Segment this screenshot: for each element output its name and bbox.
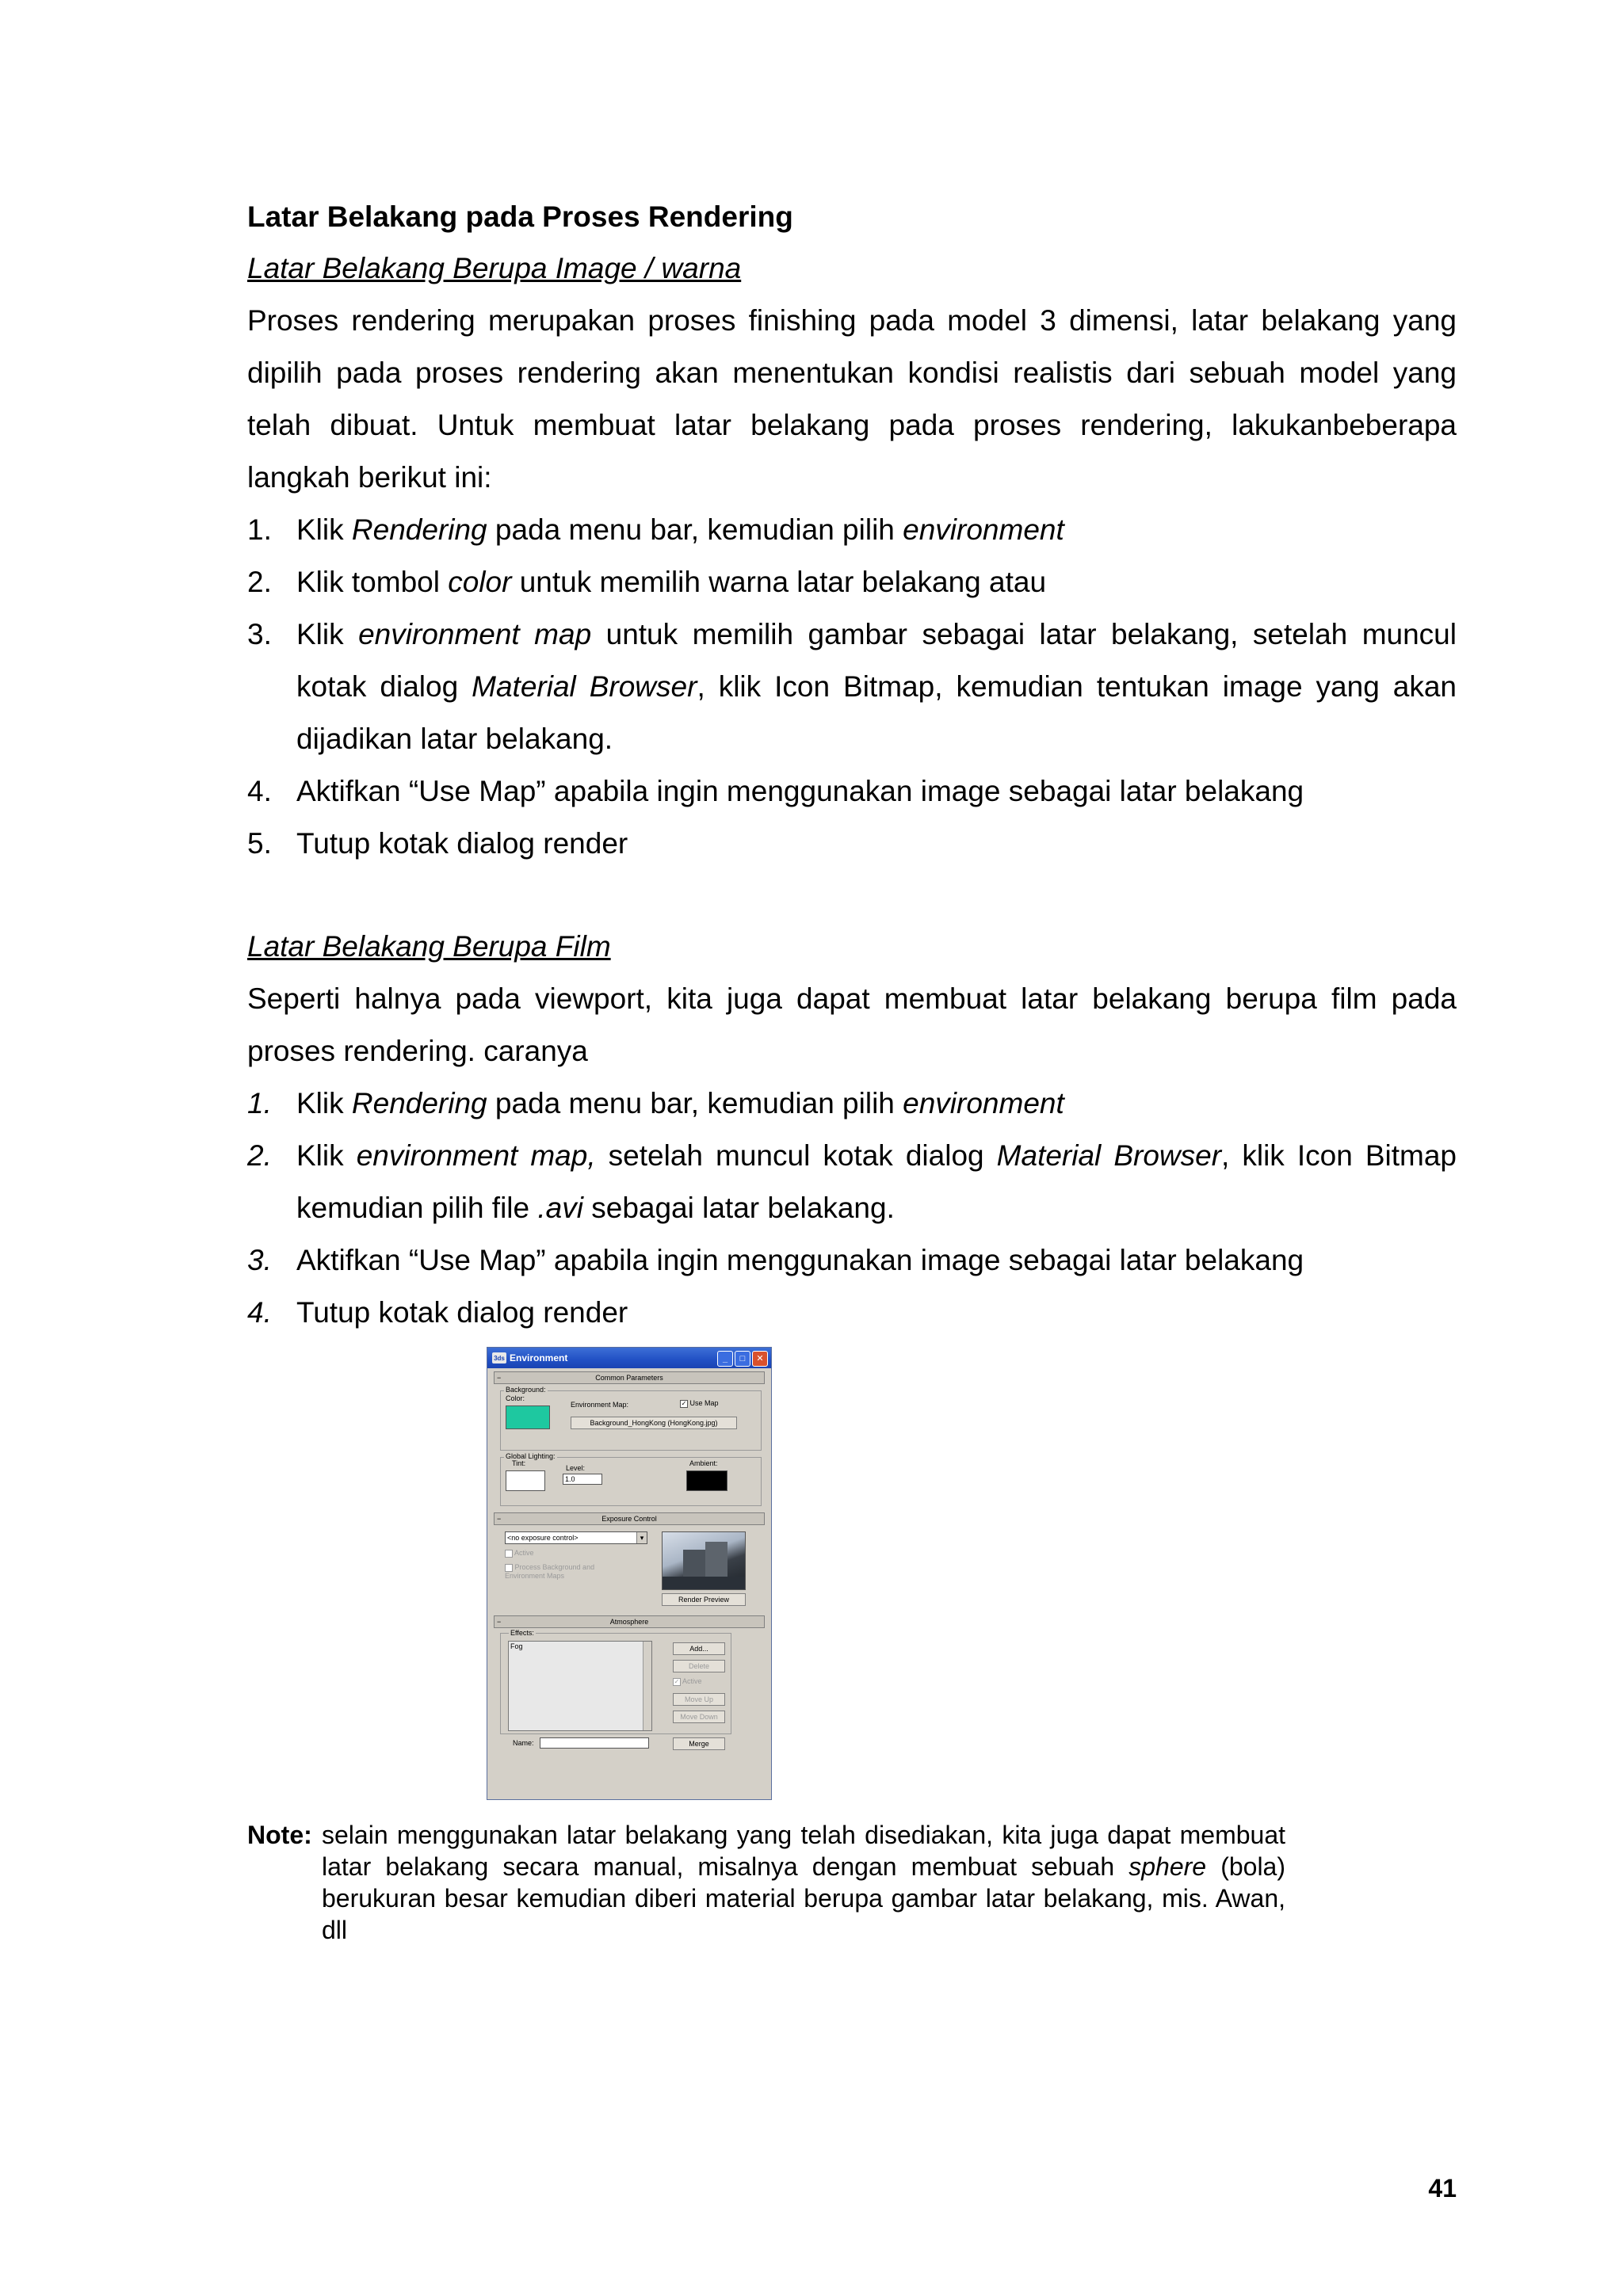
steps-list-image: [247, 504, 1457, 870]
close-icon[interactable]: ✕: [752, 1351, 768, 1367]
section-heading-film: Latar Belakang Berupa Film: [247, 930, 611, 963]
collapse-icon: −: [497, 1515, 502, 1523]
list-item: 2. Klik tombol color untuk memilih warna latar belakang atau: [247, 566, 1047, 598]
list-item: 3. Klik environment map untuk memilih gambar sebagai latar belakang, setelah muncul kotak dialog Material Browser, klik Icon Bitmap, kemudian tentukan image yang akan dijadikan latar belakang.: [247, 618, 1457, 755]
rollout-exposure-control[interactable]: − Exposure Control: [494, 1512, 765, 1525]
render-preview-image: [662, 1531, 746, 1590]
process-background-checkbox[interactable]: [505, 1564, 513, 1572]
list-item[interactable]: Fog: [510, 1642, 523, 1650]
effects-list[interactable]: [508, 1641, 652, 1731]
move-down-button[interactable]: Move Down: [673, 1711, 725, 1723]
chevron-down-icon: ▾: [636, 1532, 647, 1543]
app-icon: 3ds: [492, 1352, 506, 1363]
ambient-color-swatch[interactable]: [686, 1470, 727, 1491]
merge-button[interactable]: Merge: [673, 1737, 725, 1750]
list-item: 1. Klik Rendering pada menu bar, kemudian pilih environment: [247, 513, 1064, 546]
global-lighting-group: Global Lighting: Tint: Level: 1.0 Ambient:: [500, 1457, 762, 1506]
environment-map-button[interactable]: Background_HongKong (HongKong.jpg): [571, 1417, 737, 1429]
list-item: 1. Klik Rendering pada menu bar, kemudian pilih environment: [247, 1087, 1064, 1119]
collapse-icon: −: [497, 1374, 502, 1382]
atmosphere-panel: Effects: Fog Add... Delete ✓ Active Move Up Move Down Name: Merge: [494, 1628, 765, 1756]
rollout-atmosphere[interactable]: − Atmosphere: [494, 1615, 765, 1628]
move-up-button[interactable]: Move Up: [673, 1693, 725, 1706]
maximize-icon[interactable]: □: [735, 1351, 750, 1367]
environment-window: [487, 1347, 772, 1800]
page-title: Latar Belakang pada Proses Rendering: [247, 200, 793, 233]
page-number: 41: [1428, 2174, 1457, 2203]
use-map-checkbox[interactable]: ✓: [681, 1399, 687, 1407]
effects-group: Effects:: [500, 1633, 731, 1734]
note-label: Note:: [247, 1821, 312, 1849]
exposure-control-dropdown[interactable]: <no exposure control> ▾: [505, 1531, 647, 1544]
window-titlebar[interactable]: [487, 1348, 771, 1368]
level-spinner[interactable]: 1.0: [563, 1474, 602, 1485]
list-item: 3. Aktifkan “Use Map” apabila ingin menggunakan image sebagai latar belakang: [247, 1244, 1304, 1276]
note-block: [247, 1819, 1285, 1946]
page-content: [247, 192, 1457, 1339]
rollout-common-parameters[interactable]: − Common Parameters: [494, 1371, 765, 1384]
active-checkbox[interactable]: [505, 1550, 513, 1558]
steps-list-film: [247, 1077, 1457, 1339]
list-item: 2. Klik environment map, setelah muncul kotak dialog Material Browser, klik Icon Bitmap kemudian pilih file .avi sebagai latar belakang.: [247, 1139, 1457, 1224]
add-effect-button[interactable]: Add...: [673, 1642, 725, 1655]
delete-effect-button[interactable]: Delete: [673, 1660, 725, 1672]
tint-color-swatch[interactable]: [506, 1470, 545, 1491]
render-preview-button[interactable]: Render Preview: [662, 1593, 746, 1606]
collapse-icon: −: [497, 1618, 502, 1626]
intro-paragraph-image: Proses rendering merupakan proses finishing pada model 3 dimensi, latar belakang yang dipilih pada proses rendering akan menentukan kondisi realistis dari sebuah model yang telah dibuat. Untuk membuat latar belakang pada proses rendering, lakukanbeberapa langkah berikut ini:: [247, 304, 1457, 494]
environment-dialog-screenshot: [487, 1347, 772, 1800]
list-item: 4. Aktifkan “Use Map” apabila ingin menggunakan image sebagai latar belakang: [247, 775, 1304, 807]
note-text: selain menggunakan latar belakang yang telah disediakan, kita juga dapat membuat latar belakang secara manual, misalnya dengan membuat sebuah sphere (bola) berukuran besar kemudian diberi material berupa gambar latar belakang, mis. Awan, dll: [322, 1821, 1286, 1944]
list-item: 4. Tutup kotak dialog render: [247, 1296, 628, 1329]
list-item: 5. Tutup kotak dialog render: [247, 827, 628, 860]
section-heading-image: Latar Belakang Berupa Image / warna: [247, 252, 742, 284]
background-group: Background: Color: Environment Map: ✓ Use Map Background_HongKong (HongKong.jpg): [500, 1390, 762, 1451]
background-color-swatch[interactable]: [506, 1405, 550, 1429]
effect-name-input[interactable]: [540, 1737, 649, 1749]
effects-scrollbar[interactable]: [643, 1642, 651, 1730]
exposure-panel: <no exposure control> ▾ Active Process Background and Environment Maps Render Preview: [494, 1525, 765, 1614]
active-effect-checkbox[interactable]: ✓: [674, 1677, 680, 1685]
minimize-icon[interactable]: _: [717, 1351, 733, 1367]
intro-paragraph-film: Seperti halnya pada viewport, kita juga dapat membuat latar belakang berupa film pada proses rendering. caranya: [247, 982, 1457, 1067]
window-title: Environment: [510, 1352, 568, 1363]
